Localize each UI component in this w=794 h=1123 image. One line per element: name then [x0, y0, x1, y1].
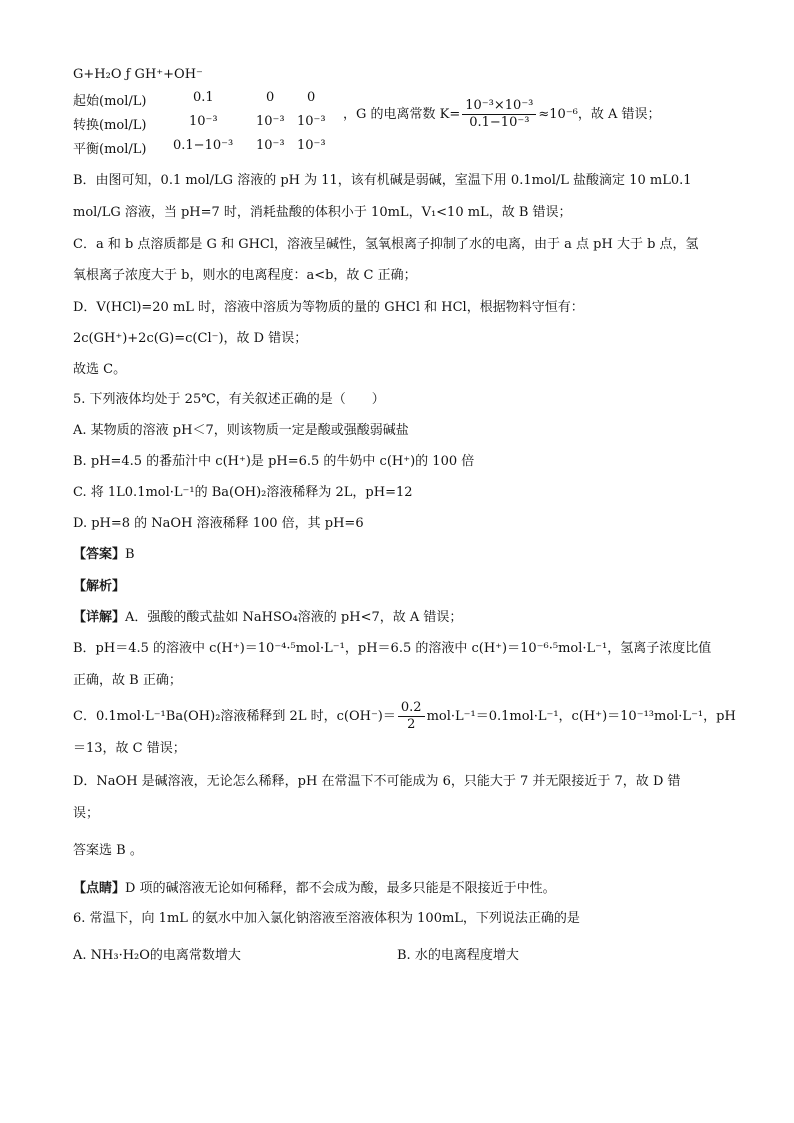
text-line: 2c(GH⁺)+2c(G)=c(Cl⁻)，故 D 错误； — [73, 331, 308, 346]
text-line: 氧根离子浓度大于 b，则水的电离程度：a<b，故 C 正确； — [73, 268, 417, 283]
cell-g: 10⁻³ — [189, 114, 218, 129]
answer-tag: 【答案】 — [73, 547, 126, 562]
detail-c-post: mol·L⁻¹＝0.1mol·L⁻¹，c(H⁺)＝10⁻¹³mol·L⁻¹，pH — [426, 709, 736, 724]
cell-oh: 10⁻³ — [297, 114, 326, 129]
analysis-tag-label: 【解析】 — [73, 579, 126, 594]
q6-option-b: B. 水的电离程度增大 — [397, 948, 519, 963]
text-line: ＝13，故 C 错误； — [73, 741, 186, 756]
row-label: 平衡(mol/L) — [73, 142, 147, 157]
question-5: 5. 下列液体均处于 25℃，有关叙述正确的是（ ） — [73, 392, 385, 407]
oh-fraction — [398, 700, 425, 733]
detail-c-pre: C．0.1mol·L⁻¹Ba(OH)₂溶液稀释到 2L 时，c(OH⁻)＝ — [73, 709, 396, 724]
k-denominator: 0.1−10⁻³ — [469, 115, 530, 130]
answer-value: B — [125, 547, 135, 562]
option-a: A. 某物质的溶液 pH＜7，则该物质一定是酸或强酸弱碱盐 — [73, 423, 409, 438]
k-numerator: 10⁻³×10⁻³ — [462, 98, 536, 115]
text-line: B．由图可知，0.1 mol/LG 溶液的 pH 为 11，该有机碱是弱碱，室温下用 0.1mol/L 盐酸滴定 10 mL0.1 — [73, 173, 692, 188]
detail-tag: 【详解】 — [73, 610, 126, 625]
cell-g: 0.1−10⁻³ — [173, 138, 234, 153]
option-b: B. pH=4.5 的番茄汁中 c(H⁺)是 pH=6.5 的牛奶中 c(H⁺)的 100 倍 — [73, 454, 475, 469]
cell-oh: 10⁻³ — [297, 138, 326, 153]
k-fraction — [462, 98, 536, 131]
equilibrium-equation: G+H₂O ƒ GH⁺+OH⁻ — [73, 67, 203, 82]
oh-denominator: 2 — [407, 717, 416, 732]
text-line: 答案选 B 。 — [73, 843, 143, 858]
text-line: 正确，故 B 正确； — [73, 673, 182, 688]
detail-c-line — [73, 700, 736, 734]
option-c: C. 将 1L0.1mol·L⁻¹的 Ba(OH)₂溶液稀释为 2L，pH=12 — [73, 485, 413, 500]
text-line: B．pH＝4.5 的溶液中 c(H⁺)＝10⁻⁴·⁵mol·L⁻¹，pH＝6.5 的溶液中 c(H⁺)＝10⁻⁶·⁵mol·L⁻¹，氢离子浓度比值 — [73, 641, 712, 656]
k-prefix: ，G 的电离常数 K= — [343, 107, 461, 122]
ionization-constant — [343, 98, 661, 132]
text-line: D．NaOH 是碱溶液，无论怎么稀释，pH 在常温下不可能成为 6，只能大于 7 并无限接近于 7，故 D 错 — [73, 774, 681, 789]
q6-option-a: A. NH₃·H₂O的电离常数增大 — [73, 948, 241, 963]
cell-gh: 0 — [266, 90, 275, 105]
text-line: D．V(HCl)=20 mL 时，溶液中溶质为等物质的量的 GHCl 和 HCl，根据物料守恒有： — [73, 300, 584, 315]
oh-numerator: 0.2 — [398, 700, 425, 717]
question-6: 6. 常温下，向 1mL 的氨水中加入氯化钠溶液至溶液体积为 100mL，下列说法正确的是 — [73, 911, 580, 926]
detail-a-text: A．强酸的酸式盐如 NaHSO₄溶液的 pH<7，故 A 错误； — [125, 610, 463, 625]
text-line: C．a 和 b 点溶质都是 G 和 GHCl，溶液呈碱性，氢氧根离子抑制了水的电离，由于 a 点 pH 大于 b 点，氢 — [73, 237, 699, 252]
text-line: 故选 C。 — [73, 362, 127, 377]
key-point-tag: 【点睛】 — [73, 881, 126, 896]
answer-line — [73, 546, 135, 564]
row-label: 起始(mol/L) — [73, 94, 147, 109]
text-line: 误； — [73, 806, 100, 821]
detail-a — [73, 609, 462, 627]
cell-oh: 0 — [307, 90, 316, 105]
row-label: 转换(mol/L) — [73, 118, 147, 133]
key-point — [73, 880, 556, 898]
analysis-tag — [73, 578, 125, 596]
key-point-text: D 项的碱溶液无论如何稀释，都不会成为酸，最多只能是不限接近于中性。 — [125, 881, 556, 896]
cell-gh: 10⁻³ — [256, 138, 285, 153]
cell-g: 0.1 — [193, 90, 214, 105]
k-suffix: ≈10⁻⁶，故 A 错误； — [538, 107, 661, 122]
option-d: D. pH=8 的 NaOH 溶液稀释 100 倍，其 pH=6 — [73, 516, 364, 531]
cell-gh: 10⁻³ — [256, 114, 285, 129]
text-line: mol/LG 溶液，当 pH=7 时，消耗盐酸的体积小于 10mL，V₁<10 mL，故 B 错误； — [73, 205, 572, 220]
